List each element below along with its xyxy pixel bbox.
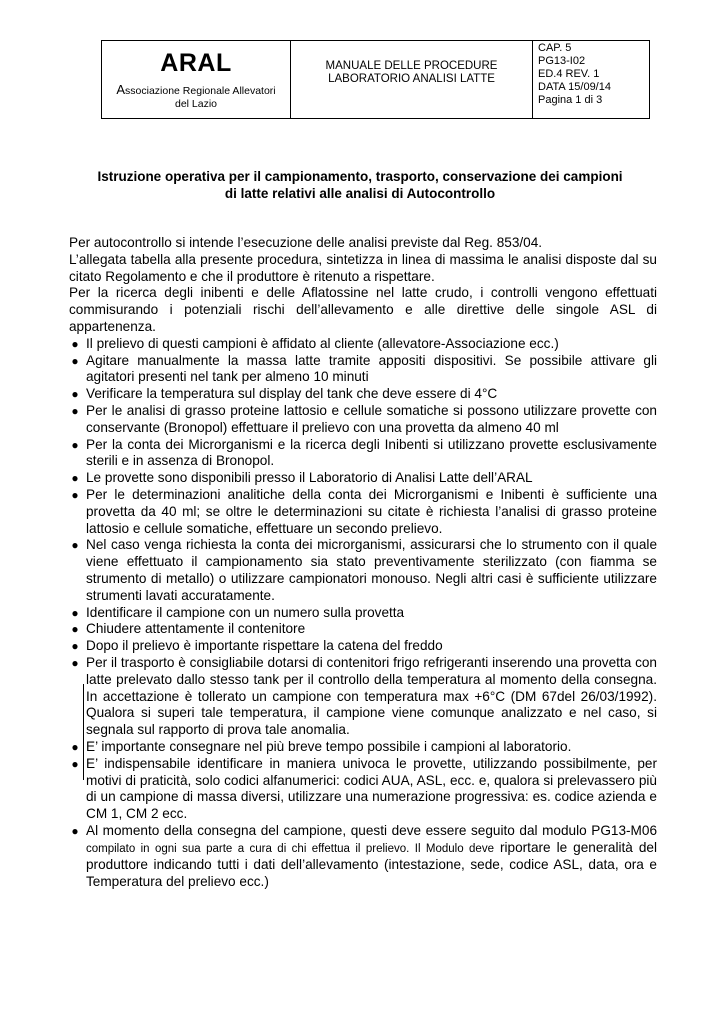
list-item xyxy=(69,403,657,437)
document-title-line2: di latte relativi alle analisi di Autocontrollo xyxy=(224,186,496,201)
list-item-text: Dopo il prelievo è importante rispettare la catena del freddo xyxy=(86,638,443,654)
list-item-text-b: riportare le generalità del produttore indicando tutti i dati dell’allevamento (intestazione, sede, codice ASL, data, ora e Temperatura del prelievo ecc.) xyxy=(86,839,658,890)
list-item xyxy=(69,487,657,537)
document-title-line1: Istruzione operativa per il campionamento, trasporto, conservazione dei campioni xyxy=(97,169,623,184)
list-item xyxy=(69,353,657,387)
header-meta-cell xyxy=(533,41,649,118)
list-item-text: E’ importante consegnare nel più breve tempo possibile i campioni al laboratorio. xyxy=(86,738,572,754)
header-title-cell xyxy=(291,41,533,118)
list-item-text: Agitare manualmente la massa latte tramite appositi dispositivi. Se possibile attivare gli agitatori presenti nel tank per almeno 10 minuti xyxy=(86,352,657,385)
bullet-icon: ● xyxy=(71,756,79,771)
bullet-icon: ● xyxy=(71,471,79,486)
bullet-icon: ● xyxy=(71,622,79,637)
association-initial: A xyxy=(116,82,126,97)
list-item-text: Le provette sono disponibili presso il Laboratorio di Analisi Latte dell’ARAL xyxy=(86,470,533,486)
list-item-text: Per le determinazioni analitiche della conta dei Microrganismi e Inibenti è sufficiente una provetta da 40 ml; se oltre le determinazioni su citate è richiesta l’analisi di grasso proteine lattosio e cellule somatiche, effettuare un secondo prelievo. xyxy=(86,486,657,536)
intro-paragraph-1: Per autocontrollo si intende l’esecuzione delle analisi previste dal Reg. 853/04. xyxy=(69,235,543,250)
list-item-text: Per le analisi di grasso proteine lattosio e cellule somatiche si possono utilizzare provette con conservante (Bronopol) effettuare il prelievo con una provetta da almeno 40 ml xyxy=(86,402,657,435)
list-item xyxy=(69,655,657,739)
bullet-icon: ● xyxy=(71,605,79,620)
instruction-list xyxy=(69,336,657,891)
bullet-icon: ● xyxy=(71,437,79,452)
bullet-icon: ● xyxy=(71,487,79,502)
bullet-icon: ● xyxy=(71,823,79,838)
list-item xyxy=(69,823,657,891)
list-item xyxy=(69,756,657,823)
document-body xyxy=(69,235,657,891)
bullet-icon: ● xyxy=(71,336,79,351)
meta-page: Pagina 1 di 3 xyxy=(538,94,603,106)
header-logo-cell xyxy=(102,41,291,118)
meta-edition: ED.4 REV. 1 xyxy=(538,68,600,80)
bullet-icon: ● xyxy=(71,538,79,553)
list-item xyxy=(69,386,657,403)
bullet-icon: ● xyxy=(71,739,79,754)
meta-code: PG13-I02 xyxy=(538,55,586,67)
list-item-text: Chiudere attentamente il contenitore xyxy=(86,621,306,637)
list-item-text: Il prelievo di questi campioni è affidato al cliente (allevatore-Associazione ecc.) xyxy=(86,335,559,351)
list-item xyxy=(69,470,657,487)
meta-chapter: CAP. 5 xyxy=(538,42,572,54)
brand-name: ARAL xyxy=(160,49,232,77)
list-item xyxy=(69,336,657,353)
list-item-text: Nel caso venga richiesta la conta dei microrganismi, assicurarsi che lo strumento con il quale viene effettuato il campionamento sia stato preventivamente sterilizzato (con fiamma se strumento di metallo) o utilizzare campionatori monouso. Negli altri casi è sufficiente utilizzare strumenti lavati accuratamente. xyxy=(86,537,657,603)
list-item xyxy=(69,537,657,604)
list-item xyxy=(69,437,657,471)
list-item-text: Per la conta dei Microrganismi e la ricerca degli Inibenti si utilizzano provette esclusivamente sterili e in assenza di Bronopol. xyxy=(86,436,657,469)
association-name xyxy=(102,83,290,111)
list-item-text: Identificare il campione con un numero sulla provetta xyxy=(86,604,405,620)
bullet-icon: ● xyxy=(71,353,79,368)
list-item-text: Verificare la temperatura sul display del tank che deve essere di 4°C xyxy=(86,386,498,402)
list-item xyxy=(69,605,657,622)
document-title xyxy=(60,168,660,202)
association-name-line1: ssociazione Regionale Allevatori xyxy=(125,85,276,97)
list-item xyxy=(69,739,657,756)
meta-date: DATA 15/09/14 xyxy=(538,81,611,93)
bullet-icon: ● xyxy=(71,403,79,418)
intro-paragraph-3: Per la ricerca degli inibenti e delle Aflatossine nel latte crudo, i controlli vengono effettuati commisurando i potenziali rischi dell’allevamento e alle direttive delle singole ASL di appartenenza. xyxy=(69,285,657,334)
manual-title-line2: LABORATORIO ANALISI LATTE xyxy=(328,73,495,85)
bullet-icon: ● xyxy=(71,639,79,654)
intro-paragraph-2: L’allegata tabella alla presente procedura, sintetizza in linea di massima le analisi disposte dal su citato Regolamento e che il produttore è ritenuto a rispettare. xyxy=(69,251,657,284)
document-header xyxy=(101,40,650,119)
list-item xyxy=(69,638,657,655)
list-item-text-a: Al momento della consegna del campione, questi deve essere seguito dal modulo PG13-M06 xyxy=(86,822,657,838)
list-item xyxy=(69,621,657,638)
bullet-icon: ● xyxy=(71,655,79,670)
list-item-text-small: compilato in ogni sua parte a cura di chi effettua il prelievo. Il Modulo deve xyxy=(86,842,494,855)
manual-title xyxy=(291,60,532,86)
list-item-text: E’ indispensabile identificare in maniera univoca le provette, utilizzando possibilmente, per motivi di praticità, solo codici alfanumerici: codici AUA, ASL, ecc. e, qualora si prelevassero più di un campione di massa diversi, utilizzare una numerazione progressiva: es. codice azienda e CM 1, CM 2 ecc. xyxy=(86,755,657,822)
bullet-icon: ● xyxy=(71,387,79,402)
manual-title-line1: MANUALE DELLE PROCEDURE xyxy=(325,60,498,72)
list-item-text: Per il trasporto è consigliabile dotarsi di contenitori frigo refrigeranti inserendo una provetta con latte prelevato dallo stesso tank per il controllo della temperatura al momento della consegna. In accettazione è tollerato un campione con temperatura max +6°C (DM 67del 26/03/1992). Qualora si superi tale temperatura, il campione viene comunque analizzato e nel caso, si segnala sul rapporto di prova tale anomalia. xyxy=(86,654,657,738)
association-name-line2: del Lazio xyxy=(174,98,218,110)
